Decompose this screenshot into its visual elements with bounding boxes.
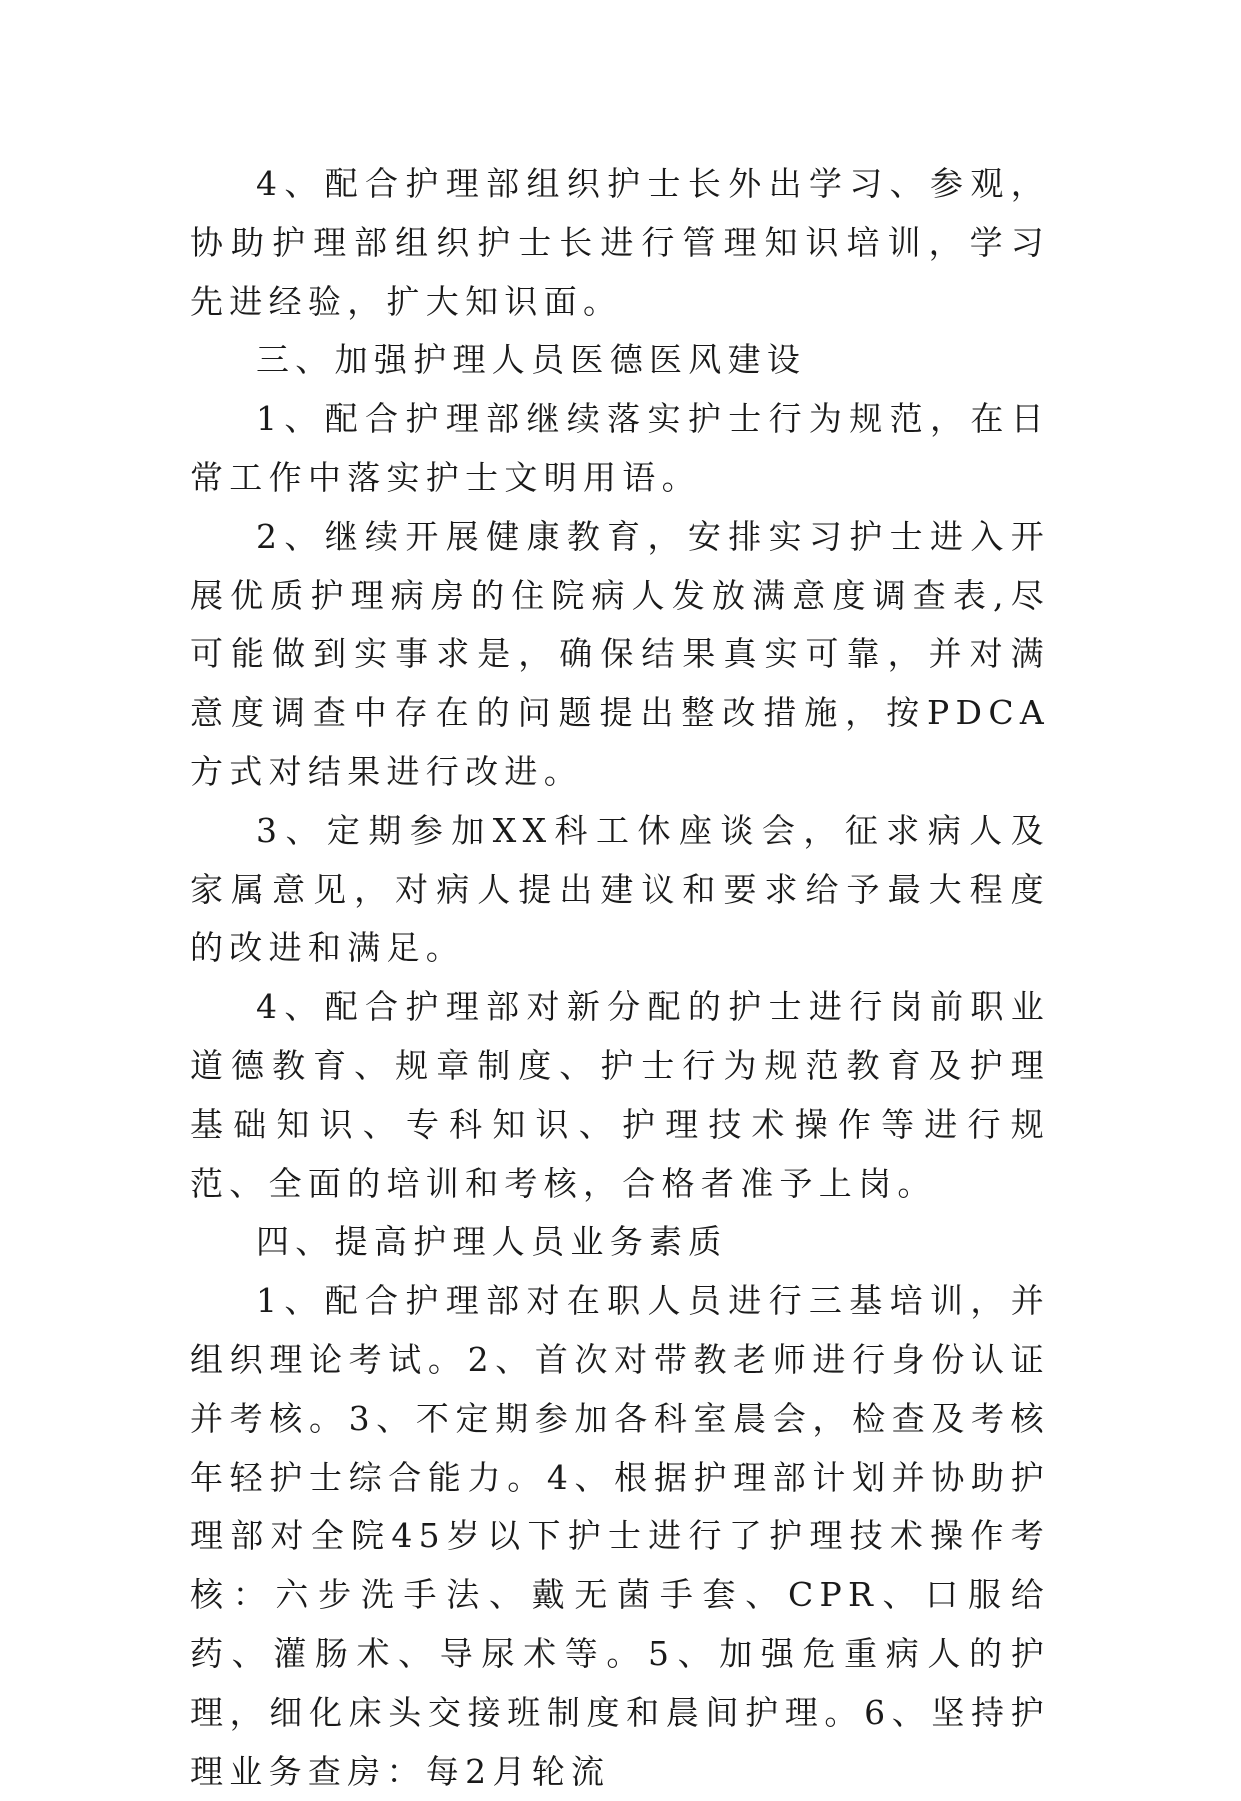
paragraph: 4、配合护理部对新分配的护士进行岗前职业道德教育、规章制度、护士行为规范教育及护理基础知识、专科知识、护理技术操作等进行规范、全面的培训和考核，合格者准予上岗。	[190, 987, 1050, 1203]
section-heading: 三、加强护理人员医德医风建设	[256, 340, 807, 380]
section-heading: 四、提高护理人员业务素质	[256, 1222, 728, 1262]
paragraph: 4、配合护理部组织护士长外出学习、参观，协助护理部组织护士长进行管理知识培训，学习先进经验，扩大知识面。	[190, 164, 1050, 321]
paragraph: 2、继续开展健康教育，安排实习护士进入开展优质护理病房的住院病人发放满意度调查表,尽可能做到实事求是，确保结果真实可靠，并对满意度调查中存在的问题提出整改措施，按PDCA方式对结果进行改进。	[190, 516, 1050, 791]
paragraph: 1、配合护理部对在职人员进行三基培训，并组织理论考试。2、首次对带教老师进行身份认证并考核。3、不定期参加各科室晨会，检查及考核年轻护士综合能力。4、根据护理部计划并协助护理部对全院45岁以下护士进行了护理技术操作考核：六步洗手法、戴无菌手套、CPR、口服给药、灌肠术、导尿术等。5、加强危重病人的护理，细化床头交接班制度和晨间护理。6、坚持护理业务查房：每2月轮流	[190, 1281, 1050, 1791]
paragraph: 3、定期参加XX科工休座谈会，征求病人及家属意见，对病人提出建议和要求给予最大程度的改进和满足。	[190, 810, 1050, 968]
document-body	[190, 155, 1050, 1801]
paragraph: 1、配合护理部继续落实护士行为规范，在日常工作中落实护士文明用语。	[190, 399, 1050, 497]
